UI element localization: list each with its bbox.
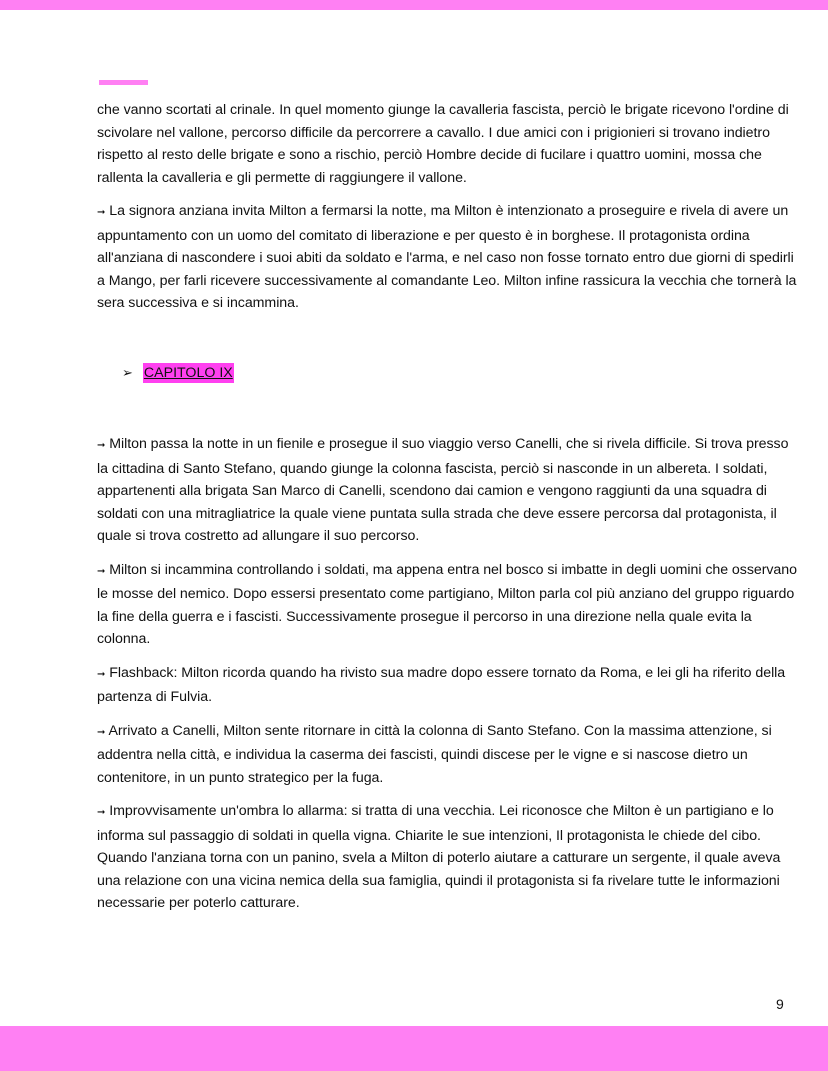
bullet-arrow-icon: ➞ — [97, 807, 106, 818]
top-decorative-band — [0, 0, 828, 10]
paragraph — [97, 720, 797, 790]
bottom-decorative-band — [0, 1026, 828, 1071]
paragraph-text: che vanno scortati al crinale. In quel momento giunge la cavalleria fascista, perciò le brigate ricevono l'ordine di scivolare nel vallone, percorso difficile da percorrere a cavallo. I due amici con i prigionieri si trovano indietro rispetto al resto delle brigate e sono a rischio, perciò Hombre decide di fucilare i quattro uomini, mossa che rallenta la cavalleria e gli permette di raggiungere il vallone. — [97, 102, 789, 186]
paragraph — [97, 662, 797, 709]
chapter-heading — [122, 363, 234, 383]
chapter-content — [97, 433, 797, 915]
paragraph-continuation — [97, 99, 797, 189]
bullet-arrow-icon: ➞ — [97, 668, 106, 680]
paragraph — [97, 800, 797, 915]
paragraph — [97, 559, 797, 651]
bullet-arrow-icon: ➞ — [97, 207, 106, 218]
paragraph-text: Flashback: Milton ricorda quando ha rivisto sua madre dopo essere tornato da Roma, e lei gli ha riferito della partenza di Fulvia. — [97, 664, 786, 705]
paragraph-text: Milton si incammina controllando i soldati, ma appena entra nel bosco si imbatte in degli uomini che osservano le mosse del nemico. Dopo essersi presentato come partigiano, Milton parla col più anziano del gruppo riguardo la fine della guerra e i fascisti. Successivamente prosegue il percorso in una direzione nella quale evita la colonna. — [97, 561, 797, 647]
bullet-arrow-icon: ➞ — [97, 565, 106, 577]
paragraph-text: Milton passa la notte in un fienile e prosegue il suo viaggio verso Canelli, che si rivela difficile. Si trova presso la cittadina di Santo Stefano, quando giunge la colonna fascista, perciò si nasconde in un albereta. I soldati, appartenenti alla brigata San Marco di Canelli, scendono dai camion e vengono raggiunti da una squadra di soldati con una mitragliatrice la quale viene puntata sulla strada che deve essere percorsa dal protagonista, il quale si trova costretto ad allungare il suo percorso. — [97, 436, 789, 544]
intro-section — [97, 99, 797, 315]
arrowhead-bullet-icon: ➢ — [122, 365, 133, 380]
paragraph — [97, 433, 797, 548]
paragraph — [97, 200, 797, 315]
chapter-link[interactable]: CAPITOLO IX — [143, 365, 233, 381]
paragraph-text: Improvvisamente un'ombra lo allarma: si tratta di una vecchia. Lei riconosce che Milton è un partigiano e lo informa sul passaggio di soldati in quella vigna. Chiarite le sue intenzioni, Il protagonista le chiede del cibo. Quando l'anziana torna con un panino, svela a Milton di poterlo aiutare a catturare un sergente, il quale aveva una relazione con una vicina nemica della sua famiglia, quindi il protagonista si fa rivelare tutte le informazioni necessarie per poterlo catturare. — [97, 803, 781, 911]
page-number: 9 — [776, 996, 784, 1012]
bullet-arrow-icon: ➞ — [97, 726, 106, 738]
bullet-arrow-icon: ➞ — [97, 440, 106, 451]
accent-bar — [99, 80, 148, 85]
paragraph-text: Arrivato a Canelli, Milton sente ritornare in città la colonna di Santo Stefano. Con la massima attenzione, si addentra nella città, e individua la caserma dei fascisti, quindi discese per le vigne e si nascose dietro un contenitore, in un punto strategico per la fuga. — [97, 722, 772, 786]
paragraph-text: La signora anziana invita Milton a fermarsi la notte, ma Milton è intenzionato a proseguire e rivela di avere un appuntamento con un uomo del comitato di liberazione e per questo è in borghese. Il protagonista ordina all'anziana di nascondere i suoi abiti da soldato e l'arma, e nel caso non fosse tornato entro due giorni di spedirli a Mango, per farli ricevere successivamente al comandante Leo. Milton infine rassicura la vecchia che tornerà la sera successiva e si incammina. — [97, 203, 797, 311]
